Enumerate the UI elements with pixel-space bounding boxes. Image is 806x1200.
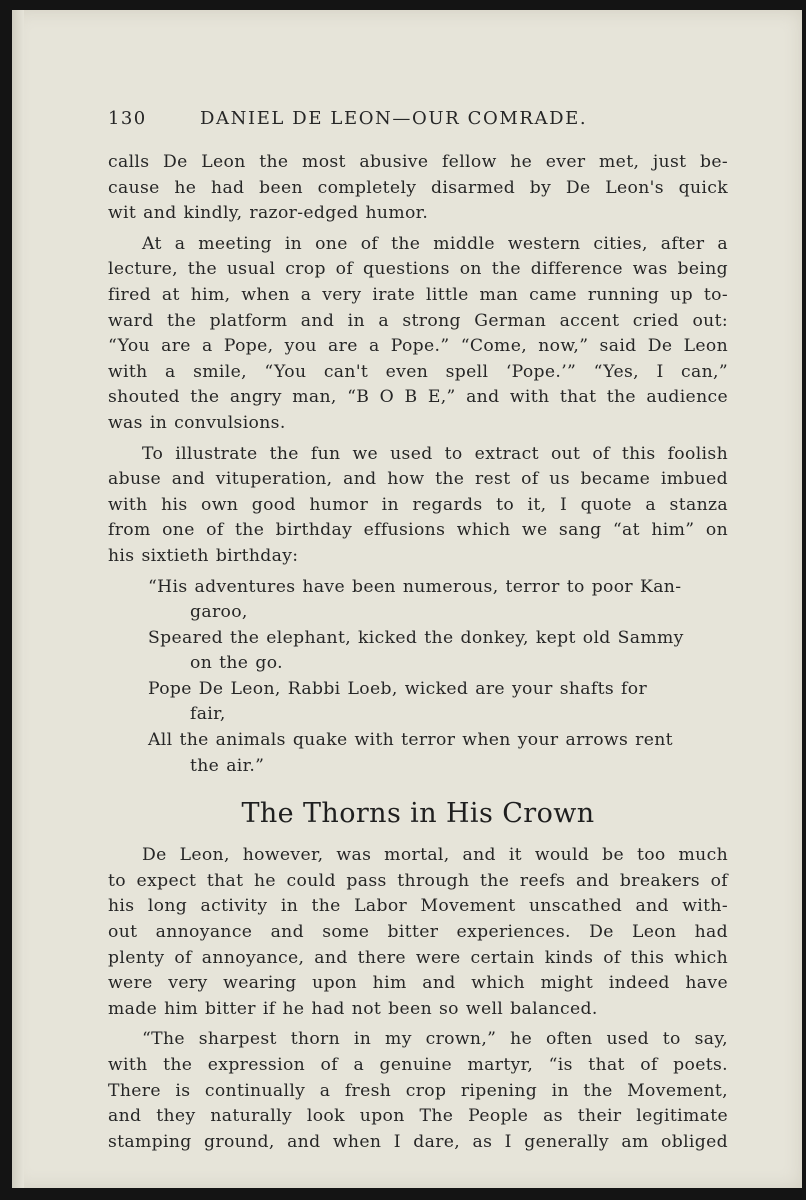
text-line: with a smile, “You can't even spell ‘Pope.’” “Yes, I can,” <box>108 361 728 382</box>
text-line: and they naturally look upon The People as their legitimate <box>108 1106 728 1127</box>
text-line: There is continually a fresh crop ripening in the Movement, <box>108 1080 728 1101</box>
text-line: shouted the angry man, “B O B E,” and with that the audience <box>108 387 728 408</box>
text-line: his sixtieth birthday: <box>108 545 299 566</box>
text-line: wit and kindly, razor-edged humor. <box>108 203 429 224</box>
poem-line-continuation: fair, <box>190 704 226 725</box>
poem-line: “His adventures have been numerous, terror to poor Kan- <box>148 576 682 597</box>
poem-line: All the animals quake with terror when your arrows rent <box>148 730 673 751</box>
text-line: to expect that he could pass through the reefs and breakers of <box>108 870 728 891</box>
text-line: with the expression of a genuine martyr, “is that of poets. <box>108 1055 728 1075</box>
book-page <box>12 10 802 1188</box>
poem-line: Pope De Leon, Rabbi Loeb, wicked are your shafts for <box>148 678 648 699</box>
text-line: was in convulsions. <box>108 412 286 433</box>
text-line: from one of the birthday effusions which we sang “at him” on <box>108 520 728 541</box>
page-gutter-edge <box>12 10 24 1188</box>
text-line: De Leon, however, was mortal, and it would be too much <box>142 845 728 866</box>
text-line: ward the platform and in a strong German accent cried out: <box>108 310 728 331</box>
poem-line: Speared the elephant, kicked the donkey, kept old Sammy <box>148 627 684 648</box>
text-line: “The sharpest thorn in my crown,” he often used to say, <box>142 1029 728 1050</box>
paragraph <box>108 843 728 1022</box>
text-line: stamping ground, and when I dare, as I generally am obliged <box>108 1131 728 1152</box>
poem-line-continuation: on the go. <box>190 653 283 674</box>
paragraph <box>108 1027 728 1155</box>
text-line: with his own good humor in regards to it, I quote a stanza <box>108 494 728 515</box>
page-text-block <box>108 106 728 1155</box>
text-line: out annoyance and some bitter experiences. De Leon had <box>108 922 728 943</box>
text-line: To illustrate the fun we used to extract out of this foolish <box>142 443 728 464</box>
text-line: fired at him, when a very irate little man came running up to- <box>108 284 728 305</box>
section-heading: The Thorns in His Crown <box>241 798 595 830</box>
paragraph <box>108 232 728 437</box>
running-head <box>108 106 728 136</box>
text-line: calls De Leon the most abusive fellow he ever met, just be- <box>108 152 728 172</box>
paragraph <box>108 442 728 570</box>
text-line: made him bitter if he had not been so well balanced. <box>108 998 598 1019</box>
text-line: plenty of annoyance, and there were certain kinds of this which <box>108 947 728 968</box>
text-line: his long activity in the Labor Movement unscathed and with- <box>108 896 728 917</box>
text-line: cause he had been completely disarmed by De Leon's quick <box>108 177 728 198</box>
text-line: lecture, the usual crop of questions on the difference was being <box>108 259 728 280</box>
poem-stanza <box>108 575 728 780</box>
running-title: DANIEL DE LEON—OUR COMRADE. <box>200 108 588 129</box>
paragraph <box>108 150 728 227</box>
text-line: abuse and vituperation, and how the rest of us became imbued <box>108 469 728 490</box>
page-number: 130 <box>108 108 147 129</box>
poem-line-continuation: the air.” <box>190 755 265 776</box>
text-line: At a meeting in one of the middle western cities, after a <box>142 233 728 254</box>
text-line: “You are a Pope, you are a Pope.” “Come, now,” said De Leon <box>108 336 728 357</box>
poem-line-continuation: garoo, <box>190 602 248 623</box>
text-line: were very wearing upon him and which might indeed have <box>108 973 728 994</box>
